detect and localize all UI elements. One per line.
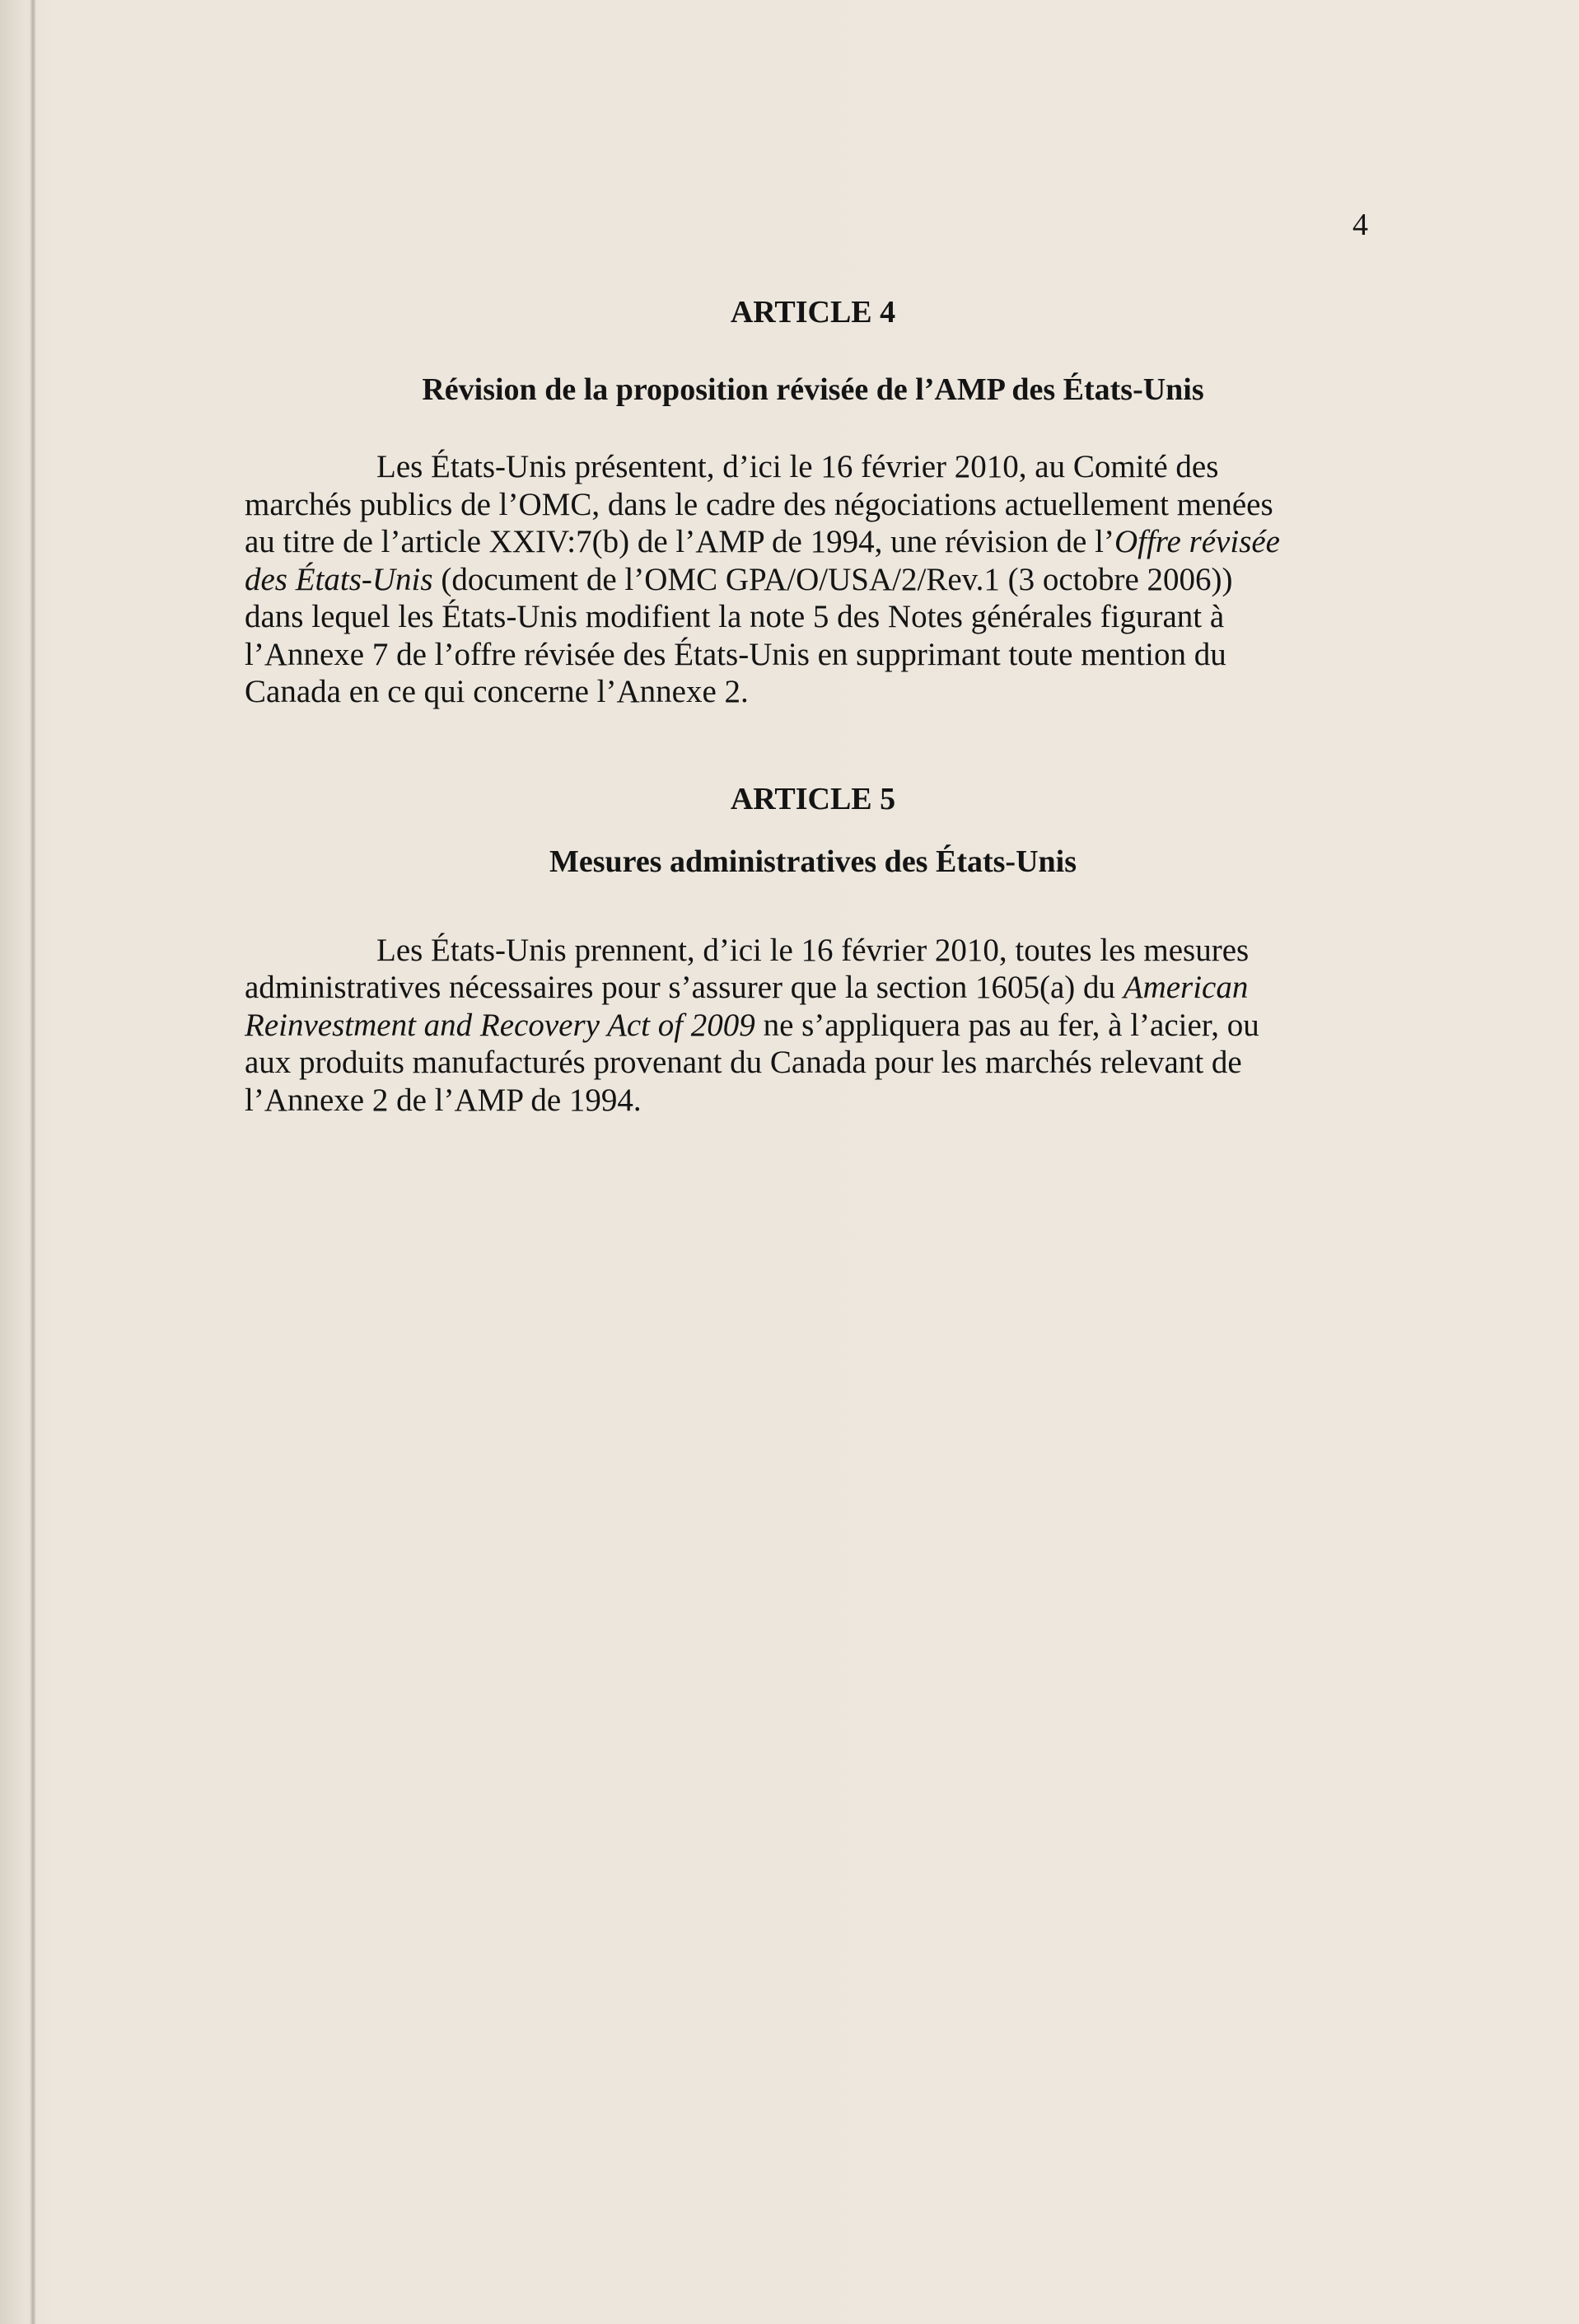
article-4-line-6: l’Annexe 7 de l’offre révisée des États-Unis en supprimant toute mention du (245, 636, 1226, 672)
offre-revisee-italic: Offre révisée (1114, 524, 1280, 559)
article-4-line-7: Canada en ce qui concerne l’Annexe 2. (245, 674, 749, 709)
article-5-line-3 (245, 1007, 1381, 1045)
article-4-line-5: dans lequel les États-Unis modifient la note 5 des Notes générales figurant à (245, 599, 1225, 634)
article-4-line-4-text: (document de l’OMC GPA/O/USA/2/Rev.1 (3 octobre 2006)) (432, 561, 1233, 597)
article-4-heading: ARTICLE 4 (730, 295, 896, 330)
article-5-line-1: Les États-Unis prennent, d’ici le 16 février 2010, toutes les mesures (376, 932, 1250, 968)
article-4-line-4 (245, 561, 1381, 599)
article-4-section (245, 292, 1381, 711)
article-5-paragraph (245, 932, 1381, 1120)
document-body (245, 292, 1381, 1119)
article-5-section (245, 779, 1381, 1120)
des-etats-unis-italic: des États-Unis (245, 561, 433, 597)
article-4-line-2: marchés publics de l’OMC, dans le cadre des négociations actuellement menées (245, 486, 1273, 522)
page-spine-shadow (30, 0, 36, 2324)
article-4-line-1: Les États-Unis présentent, d’ici le 16 février 2010, au Comité des (376, 449, 1219, 484)
article-5-line-2-text: administratives nécessaires pour s’assurer que la section 1605(a) du (245, 970, 1124, 1005)
article-4-line-3-text: au titre de l’article XXIV:7(b) de l’AMP de 1994, une révision de l’ (245, 524, 1114, 559)
article-5-line-3-text: ne s’appliquera pas au fer, à l’acier, ou (754, 1007, 1259, 1043)
article-5-title: Mesures administratives des États-Unis (549, 844, 1077, 879)
article-5-heading: ARTICLE 5 (730, 781, 896, 816)
article-4-line-3 (245, 523, 1381, 561)
article-5-line-4: aux produits manufacturés provenant du Canada pour les marchés relevant de (245, 1045, 1242, 1080)
article-4-title: Révision de la proposition révisée de l’AMP des États-Unis (422, 372, 1204, 407)
american-italic: American (1123, 970, 1249, 1005)
article-5-line-2 (245, 969, 1381, 1007)
page-number: 4 (1352, 208, 1368, 242)
article-4-paragraph (245, 448, 1381, 711)
act-title-italic: Reinvestment and Recovery Act of 2009 (245, 1007, 755, 1043)
article-5-line-5: l’Annexe 2 de l’AMP de 1994. (245, 1082, 642, 1118)
